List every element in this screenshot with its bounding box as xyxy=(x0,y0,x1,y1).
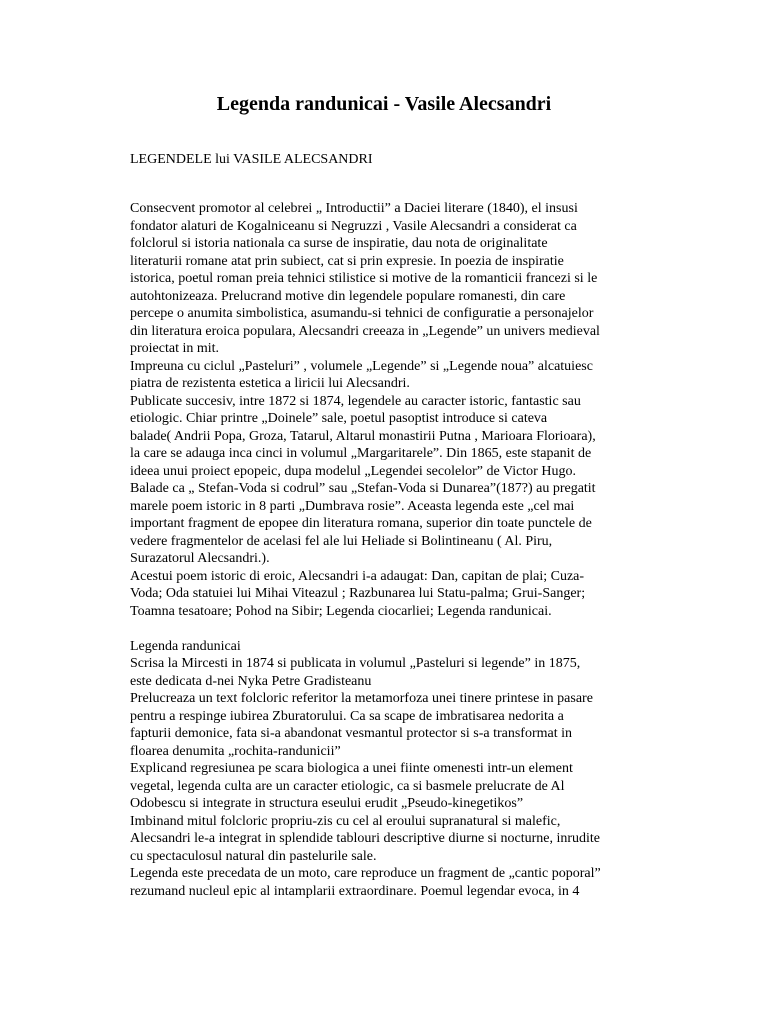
text-line: cu spectaculosul natural din pastelurile sale. xyxy=(130,848,377,864)
document-title: Legenda randunicai - Vasile Alecsandri xyxy=(216,93,552,115)
document-body xyxy=(130,200,650,900)
text-line: vedere fragmentelor de acelasi fel ale lui Heliade si Bolintineanu ( Al. Piru, xyxy=(130,533,553,549)
text-line: este dedicata d-nei Nyka Petre Gradisteanu xyxy=(130,673,372,689)
text-line: literaturii romane atat prin subiect, cat si prin expresie. In poezia de inspiratie xyxy=(130,253,564,269)
text-line: proiectat in mit. xyxy=(130,341,220,356)
text-line: etiologic. Chiar printre „Doinele” sale, poetul pasoptist introduce si cateva xyxy=(130,411,548,426)
text-line: balade( Andrii Popa, Groza, Tatarul, Altarul monastirii Putna , Marioara Florioara), xyxy=(130,428,596,444)
text-line: marele poem istoric in 8 parti „Dumbrava rosie”. Aceasta legenda este „cel mai xyxy=(130,498,575,514)
text-line: fapturii demonice, fata si-a abandonat vesmantul protector si s-a transformat in xyxy=(130,726,573,741)
text-line: Alecsandri le-a integrat in splendide tablouri descriptive diurne si nocturne, inrudite xyxy=(130,831,601,846)
text-line: Consecvent promotor al celebrei „ Introductii” a Daciei literare (1840), el insusi xyxy=(130,201,578,216)
text-line: important fragment de epopee din literatura romana, superior din toate punctele de xyxy=(130,516,592,531)
text-line: istorica, poetul roman preia tehnici stilistice si motive de la romanticii francezi si le xyxy=(130,271,598,286)
text-line: Explicand regresiunea pe scara biologica a unei fiinte omenesti intr-un element xyxy=(130,761,573,776)
text-line: Odobescu si integrate in structura eseului erudit „Pseudo-kinegetikos” xyxy=(130,796,524,811)
document-subtitle: LEGENDELE lui VASILE ALECSANDRI xyxy=(130,152,373,167)
text-line: din literatura eroica populara, Alecsandri creeaza in „Legende” un univers medieval xyxy=(130,323,600,339)
text-line: folclorul si istoria nationala ca surse de inspiratie, dau nota de originalitate xyxy=(130,236,548,251)
text-line: pentru a respinge iubirea Zburatorului. Ca sa scape de imbratisarea nedorita a xyxy=(130,708,564,724)
text-line: ideea unui proiect epopeic, dupa modelul „Legendei secolelor” de Victor Hugo. xyxy=(130,463,576,479)
text-line: Imbinand mitul folcloric propriu-zis cu cel al eroului supranatural si malefic, xyxy=(130,813,561,829)
text-line: Publicate succesiv, intre 1872 si 1874, legendele au caracter istoric, fantastic sau xyxy=(130,393,581,409)
text-line: Scrisa la Mircesti in 1874 si publicata in volumul „Pasteluri si legende” in 1875, xyxy=(130,656,581,671)
text-line: fondator alaturi de Kogalniceanu si Negruzzi , Vasile Alecsandri a considerat ca xyxy=(130,218,577,234)
text-line: floarea denumita „rochita-randunicii” xyxy=(130,743,341,759)
text-line: piatra de rezistenta estetica a liricii lui Alecsandri. xyxy=(130,376,410,391)
text-line: rezumand nucleul epic al intamplarii extraordinare. Poemul legendar evoca, in 4 xyxy=(130,883,580,899)
text-line: Surazatorul Alecsandri.). xyxy=(130,551,270,566)
text-line: Voda; Oda statuiei lui Mihai Viteazul ; Razbunarea lui Statu-palma; Grui-Sanger; xyxy=(130,586,586,601)
text-line: Impreuna cu ciclul „Pasteluri” , volumele „Legende” si „Legende noua” alcatuiesc xyxy=(130,358,593,374)
text-line: Toamna tesatoare; Pohod na Sibir; Legenda ciocarliei; Legenda randunicai. xyxy=(130,603,552,619)
text-line: vegetal, legenda culta are un caracter etiologic, ca si basmele prelucrate de Al xyxy=(130,778,565,794)
text-line: Legenda este precedata de un moto, care reproduce un fragment de „cantic poporal” xyxy=(130,866,601,881)
text-line: autohtonizeaza. Prelucrand motive din legendele populare romanesti, din care xyxy=(130,288,566,304)
text-line: Balade ca „ Stefan-Voda si codrul” sau „Stefan-Voda si Dunarea”(187?) au pregatit xyxy=(130,481,596,496)
text-line: la care se adauga inca cinci in volumul „Margaritarele”. Din 1865, este stapanit de xyxy=(130,446,592,461)
blank-line xyxy=(130,620,650,638)
text-line: Prelucreaza un text folcloric referitor la metamorfoza unei tinere printese in pasare xyxy=(130,691,593,706)
text-line: percepe o anumita simbolistica, asumandu-si tehnici de configuratie a personajelor xyxy=(130,306,594,321)
text-line: Acestui poem istoric di eroic, Alecsandri i-a adaugat: Dan, capitan de plai; Cuza- xyxy=(130,568,585,584)
text-line: Legenda randunicai xyxy=(130,638,241,654)
